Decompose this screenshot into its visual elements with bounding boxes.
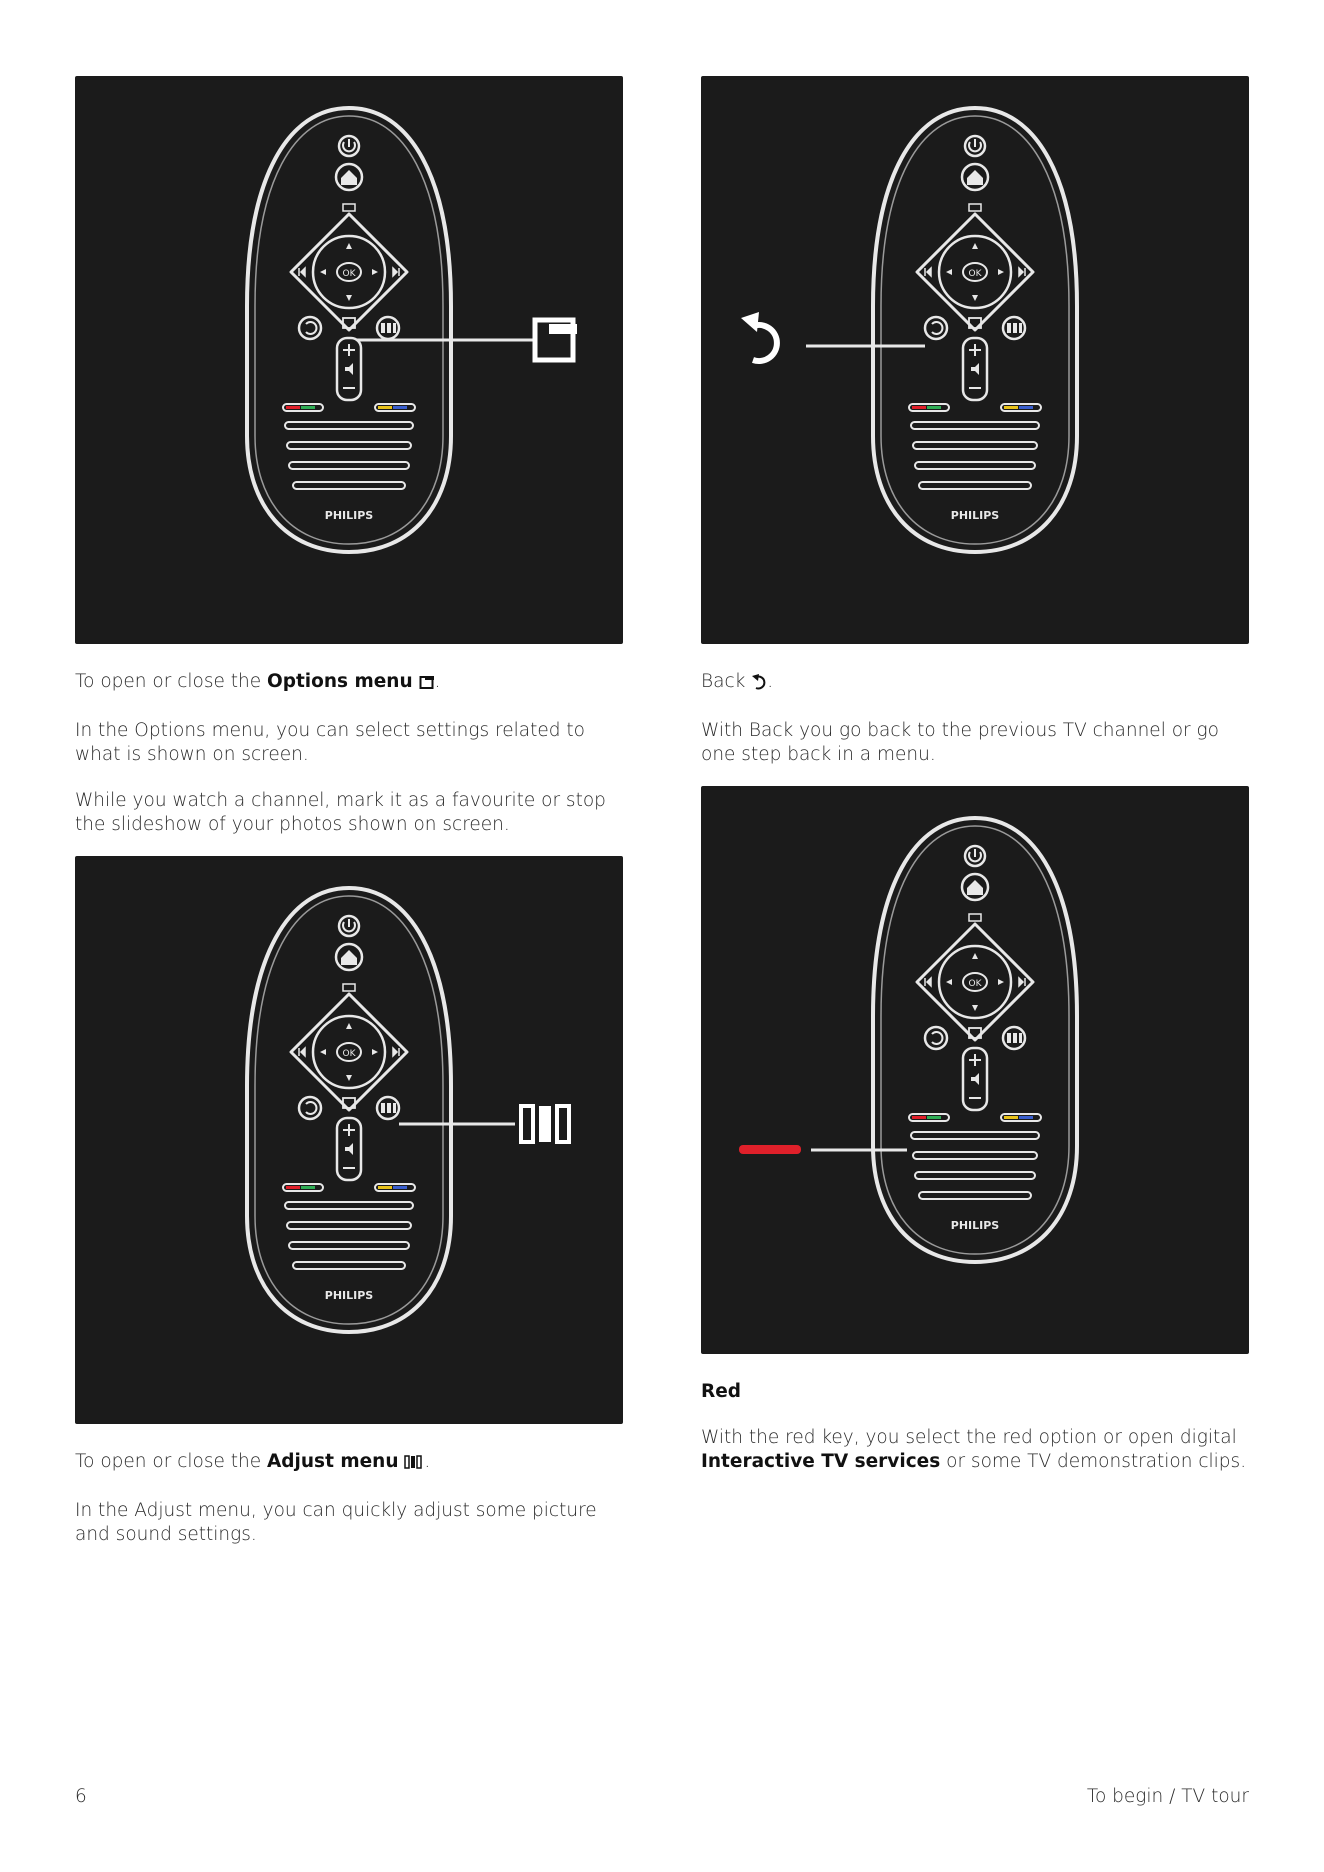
options-intro: To open or close the Options menu .: [75, 670, 623, 697]
options-example: While you watch a channel, mark it as a favourite or stop the slideshow of your photos shown on screen.: [75, 790, 606, 835]
section-title: To begin / TV tour: [1086, 1786, 1249, 1807]
back-description: With Back you go back to the previous TV channel or go one step back in a menu.: [701, 720, 1219, 765]
red-remote-illustration: [701, 786, 1249, 1354]
adjust-remote-illustration: [75, 856, 623, 1424]
adjust-icon: [404, 1453, 424, 1477]
interactive-tv-link[interactable]: Interactive TV services: [701, 1451, 941, 1472]
red-key-callout-icon: [739, 1145, 801, 1154]
adjust-menu-term: Adjust menu: [266, 1451, 399, 1472]
red-description: With the red key, you select the red option or open digital Interactive TV services or some TV demonstration clips.: [701, 1427, 1247, 1472]
back-icon: [751, 673, 767, 697]
adjust-intro: To open or close the Adjust menu .: [75, 1450, 623, 1477]
options-icon: [419, 673, 435, 697]
options-remote-figure: [75, 76, 623, 644]
back-intro: Back .: [701, 670, 1249, 697]
red-text-block: [701, 1380, 1249, 1474]
options-description: In the Options menu, you can select settings related to what is shown on screen.: [75, 720, 585, 765]
red-heading: Red: [701, 1381, 742, 1402]
options-callout-icon: [535, 320, 577, 360]
red-remote-figure: [701, 786, 1249, 1354]
adjust-description: In the Adjust menu, you can quickly adjust some picture and sound settings.: [75, 1500, 597, 1545]
back-remote-figure: [701, 76, 1249, 644]
adjust-remote-figure: [75, 856, 623, 1424]
back-remote-illustration: [701, 76, 1249, 644]
adjust-text-block: [75, 1450, 623, 1547]
options-remote-illustration: [75, 76, 623, 644]
back-text-block: [701, 670, 1249, 767]
back-callout-icon: [741, 312, 777, 361]
page-number: 6: [75, 1786, 87, 1807]
options-text-block: [75, 670, 623, 837]
options-menu-term: Options menu: [266, 671, 413, 692]
adjust-callout-icon: [521, 1106, 569, 1142]
